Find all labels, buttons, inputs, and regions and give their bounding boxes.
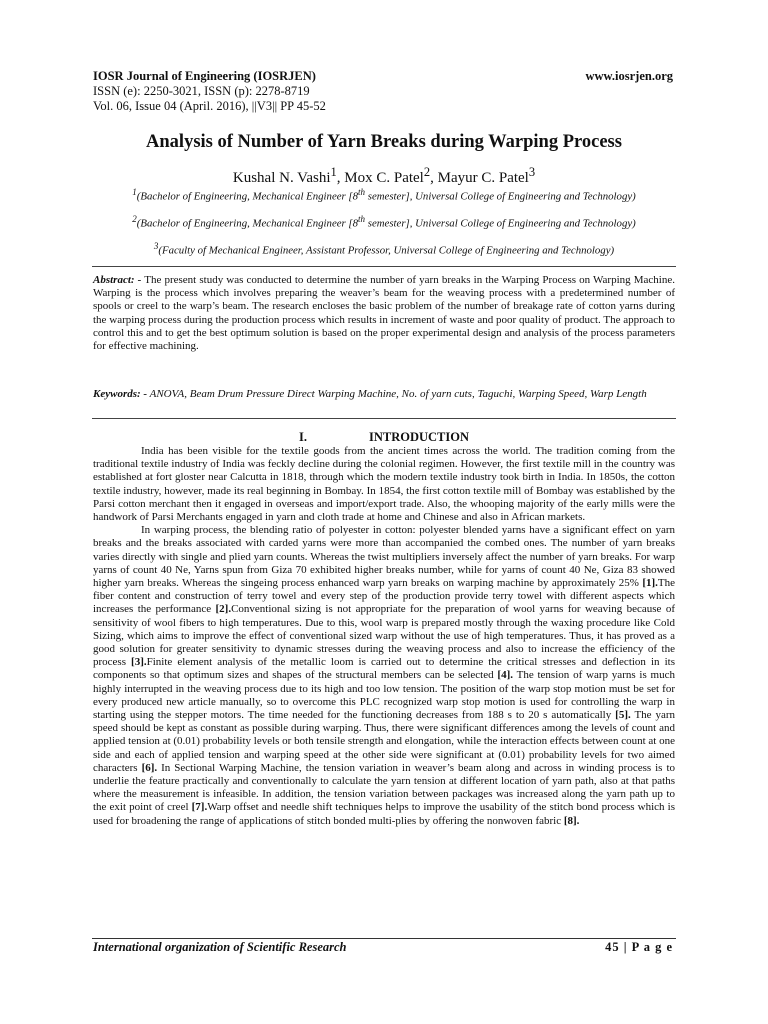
journal-url[interactable]: www.iosrjen.org bbox=[585, 69, 673, 83]
footer-divider bbox=[92, 938, 676, 939]
keywords-text: ANOVA, Beam Drum Pressure Direct Warping Machine, No. of yarn cuts, Taguchi, Warping Speed, Warp Length bbox=[147, 388, 647, 400]
paragraph-text: The fiber content and construction of terry towel and every step of the production provide terry towel with different aspects which increases the performance bbox=[93, 577, 675, 616]
divider bbox=[92, 266, 676, 267]
affiliation bbox=[100, 186, 668, 204]
journal-volume: Vol. 06, Issue 04 (April. 2016), ||V3|| PP 45-52 bbox=[93, 99, 326, 113]
paragraph-text: In Sectional Warping Machine, the tension variation in weaver’s beam along and across in winding process is to underlie the feature practically and conventionally to calculate the yarn tension at different location of yarn path, also at that paths where the measurement is infeasible. In addition, the tension variation between packages was increased along the yarn path up to the exit point of creel bbox=[93, 761, 675, 814]
paragraph-text: The yarn speed should be kept as constant as possible during warping. Thus, there were significant differences among the levels of count and applied tension at (0.01) probability levels or both tensile strength and elongation, while the interaction effects between count at one side and each of applied tension and warping speed at the other side were significant at (0.01) probability levels for two aimed characters bbox=[93, 709, 675, 774]
author-sup: 1 bbox=[330, 165, 337, 179]
citation-ref: [1]. bbox=[642, 577, 658, 590]
paragraph-text: India has been visible for the textile goods from the ancient times across the world. The tradition coming from the traditional textile industry of India was feckly decline during the colonial regimen. However, the first textile mill in the country was established at fort gloster near Calcutta in 1818, through which the modern textile industry took birth in India. In 1850s, the cotton textile industry, however, made its real beginning in Bombay. In 1854, the first cotton textile mill of Bombay was established by the Parsi cotton merchant then it engaged in overseas and import/export trade. Also, the whooping majority of the early mills were the handwork of Parsi Merchants engaged in yarn and cloth trade at home and Chinese and also in African markets. bbox=[93, 445, 675, 524]
author-sup: 3 bbox=[528, 165, 536, 179]
affiliation-text: semester], Universal College of Engineering and Technology) bbox=[365, 190, 636, 203]
abstract-text: The present study was conducted to determine the number of yarn breaks in the Warping Process on Warping Machine. Warping is the process which involves preparing the weaver’s beam for the weaving process with a predetermined number of spools or creel to the warp’s beam. The research encloses the basic problem of the number of breakage rate of cotton yarns during the warping process during the production process which results in increment of waste and poor quality of product. The approach to control this and to get the best optimum solution is based on the proper experimental design and analysis of the process parameters for effective machining. bbox=[93, 274, 675, 353]
affiliation-sup: 3 bbox=[153, 241, 159, 251]
author-name: Kushal N. Vashi bbox=[232, 170, 331, 186]
affiliation-text: (Faculty of Mechanical Engineer, Assistant Professor, Universal College of Engineering and Technology) bbox=[158, 244, 615, 257]
body-paragraph bbox=[93, 445, 675, 524]
affiliation-sup: 1 bbox=[132, 187, 137, 197]
divider bbox=[92, 418, 676, 419]
page-number-value: 45 bbox=[605, 940, 620, 954]
citation-ref: [3]. bbox=[131, 656, 147, 669]
body-text bbox=[93, 445, 675, 828]
affiliation bbox=[100, 240, 668, 258]
citation-ref: [2]. bbox=[215, 603, 232, 616]
paragraph-text: Conventional sizing is not appropriate for the preparation of wool yarns for weaving because of sensitivity of wool fibers to high temperatures. Due to this, wool warp is prepared mostly through the waxing procedure like Cold Sizing, which aims to improve the effect of conventional sized warp without the use of high temperatures. Thus, it has proved as a good solution for greater sensitivity to dynamic stresses during the weaving process and also to increase the efficiency of the process bbox=[93, 603, 675, 669]
affiliation bbox=[100, 213, 668, 231]
affiliation-sup: 2 bbox=[132, 214, 137, 224]
footer-organization: International organization of Scientific Research bbox=[93, 940, 347, 954]
affiliation-ordinal: th bbox=[358, 214, 366, 224]
body-paragraph bbox=[93, 524, 675, 828]
citation-ref: [4]. bbox=[497, 669, 513, 682]
affiliation-text: (Bachelor of Engineering, Mechanical Engineer [8 bbox=[136, 190, 359, 203]
section-title: INTRODUCTION bbox=[368, 430, 469, 444]
keywords-label: Keywords: - bbox=[93, 388, 148, 400]
page-label: | P a g e bbox=[619, 940, 673, 954]
abstract-label: Abstract: - bbox=[93, 274, 142, 286]
journal-name: IOSR Journal of Engineering (IOSRJEN) bbox=[93, 69, 316, 83]
affiliation-ordinal: th bbox=[358, 187, 366, 197]
paragraph-text: Warp offset and needle shift techniques helps to improve the usability of the stitch bond process which is used for broadening the range of applications of stitch bonded multi-plies by offering the nonwoven fabric bbox=[93, 801, 676, 827]
section-heading bbox=[0, 430, 768, 445]
page-number bbox=[605, 940, 673, 955]
citation-ref: [6]. bbox=[141, 761, 158, 774]
author-name: Mayur C. Patel bbox=[437, 170, 529, 186]
section-number: I. bbox=[298, 430, 307, 444]
citation-ref: [8]. bbox=[563, 814, 580, 827]
paper-title: Analysis of Number of Yarn Breaks during Warping Process bbox=[146, 132, 622, 152]
paragraph-text: Finite element analysis of the metallic loom is carried out to determine the critical stresses and deflection in its components so that optimum sizes and shapes of the structural members can be selected bbox=[93, 656, 675, 682]
citation-ref: [5]. bbox=[615, 709, 631, 722]
author-sup: 2 bbox=[423, 165, 431, 179]
author-list: Kushal N. Vashi$^1$, Mox C. Patel$^2$, Mayur C. Patel$^3$ bbox=[232, 165, 536, 186]
abstract bbox=[93, 274, 675, 353]
keywords bbox=[93, 388, 675, 401]
author-name: Mox C. Patel bbox=[344, 170, 424, 186]
journal-issn: ISSN (e): 2250-3021, ISSN (p): 2278-8719 bbox=[93, 84, 310, 98]
paragraph-text: The tension of warp yarns is much highly interrupted in the weaving process due to its high and too low tension. The position of the warp stop motion must be set for every produced new article manually, so to overcome this PLC recognized warp stop motion is used for controlling the warp in starting using the stepper motors. The time needed for the functioning decreases from 188 s to 20 s automatically bbox=[93, 669, 675, 722]
citation-ref: [7]. bbox=[191, 801, 208, 814]
affiliation-text: (Bachelor of Engineering, Mechanical Engineer [8 bbox=[136, 217, 359, 230]
affiliation-text: semester], Universal College of Engineering and Technology) bbox=[365, 217, 636, 230]
paragraph-text: In warping process, the blending ratio of polyester in cotton: polyester blended yarns have a significant effect on yarn breaks and the breaks associated with carded yarns were more than accompanied the combed ones. The number of yarn breaks varies directly with single and plied yarn counts. Whereas the twist multipliers inversely affect the number of yarn breaks. For warp yarns of count 40 Ne, Yarns spun from Giza 70 exhibited higher breaks number, while for yarns of count 40 Ne, Giza 83 showed higher yarn breaks. Whereas the singeing process enhanced warp yarn breaks on warping machine by approximately 25% bbox=[93, 524, 675, 590]
